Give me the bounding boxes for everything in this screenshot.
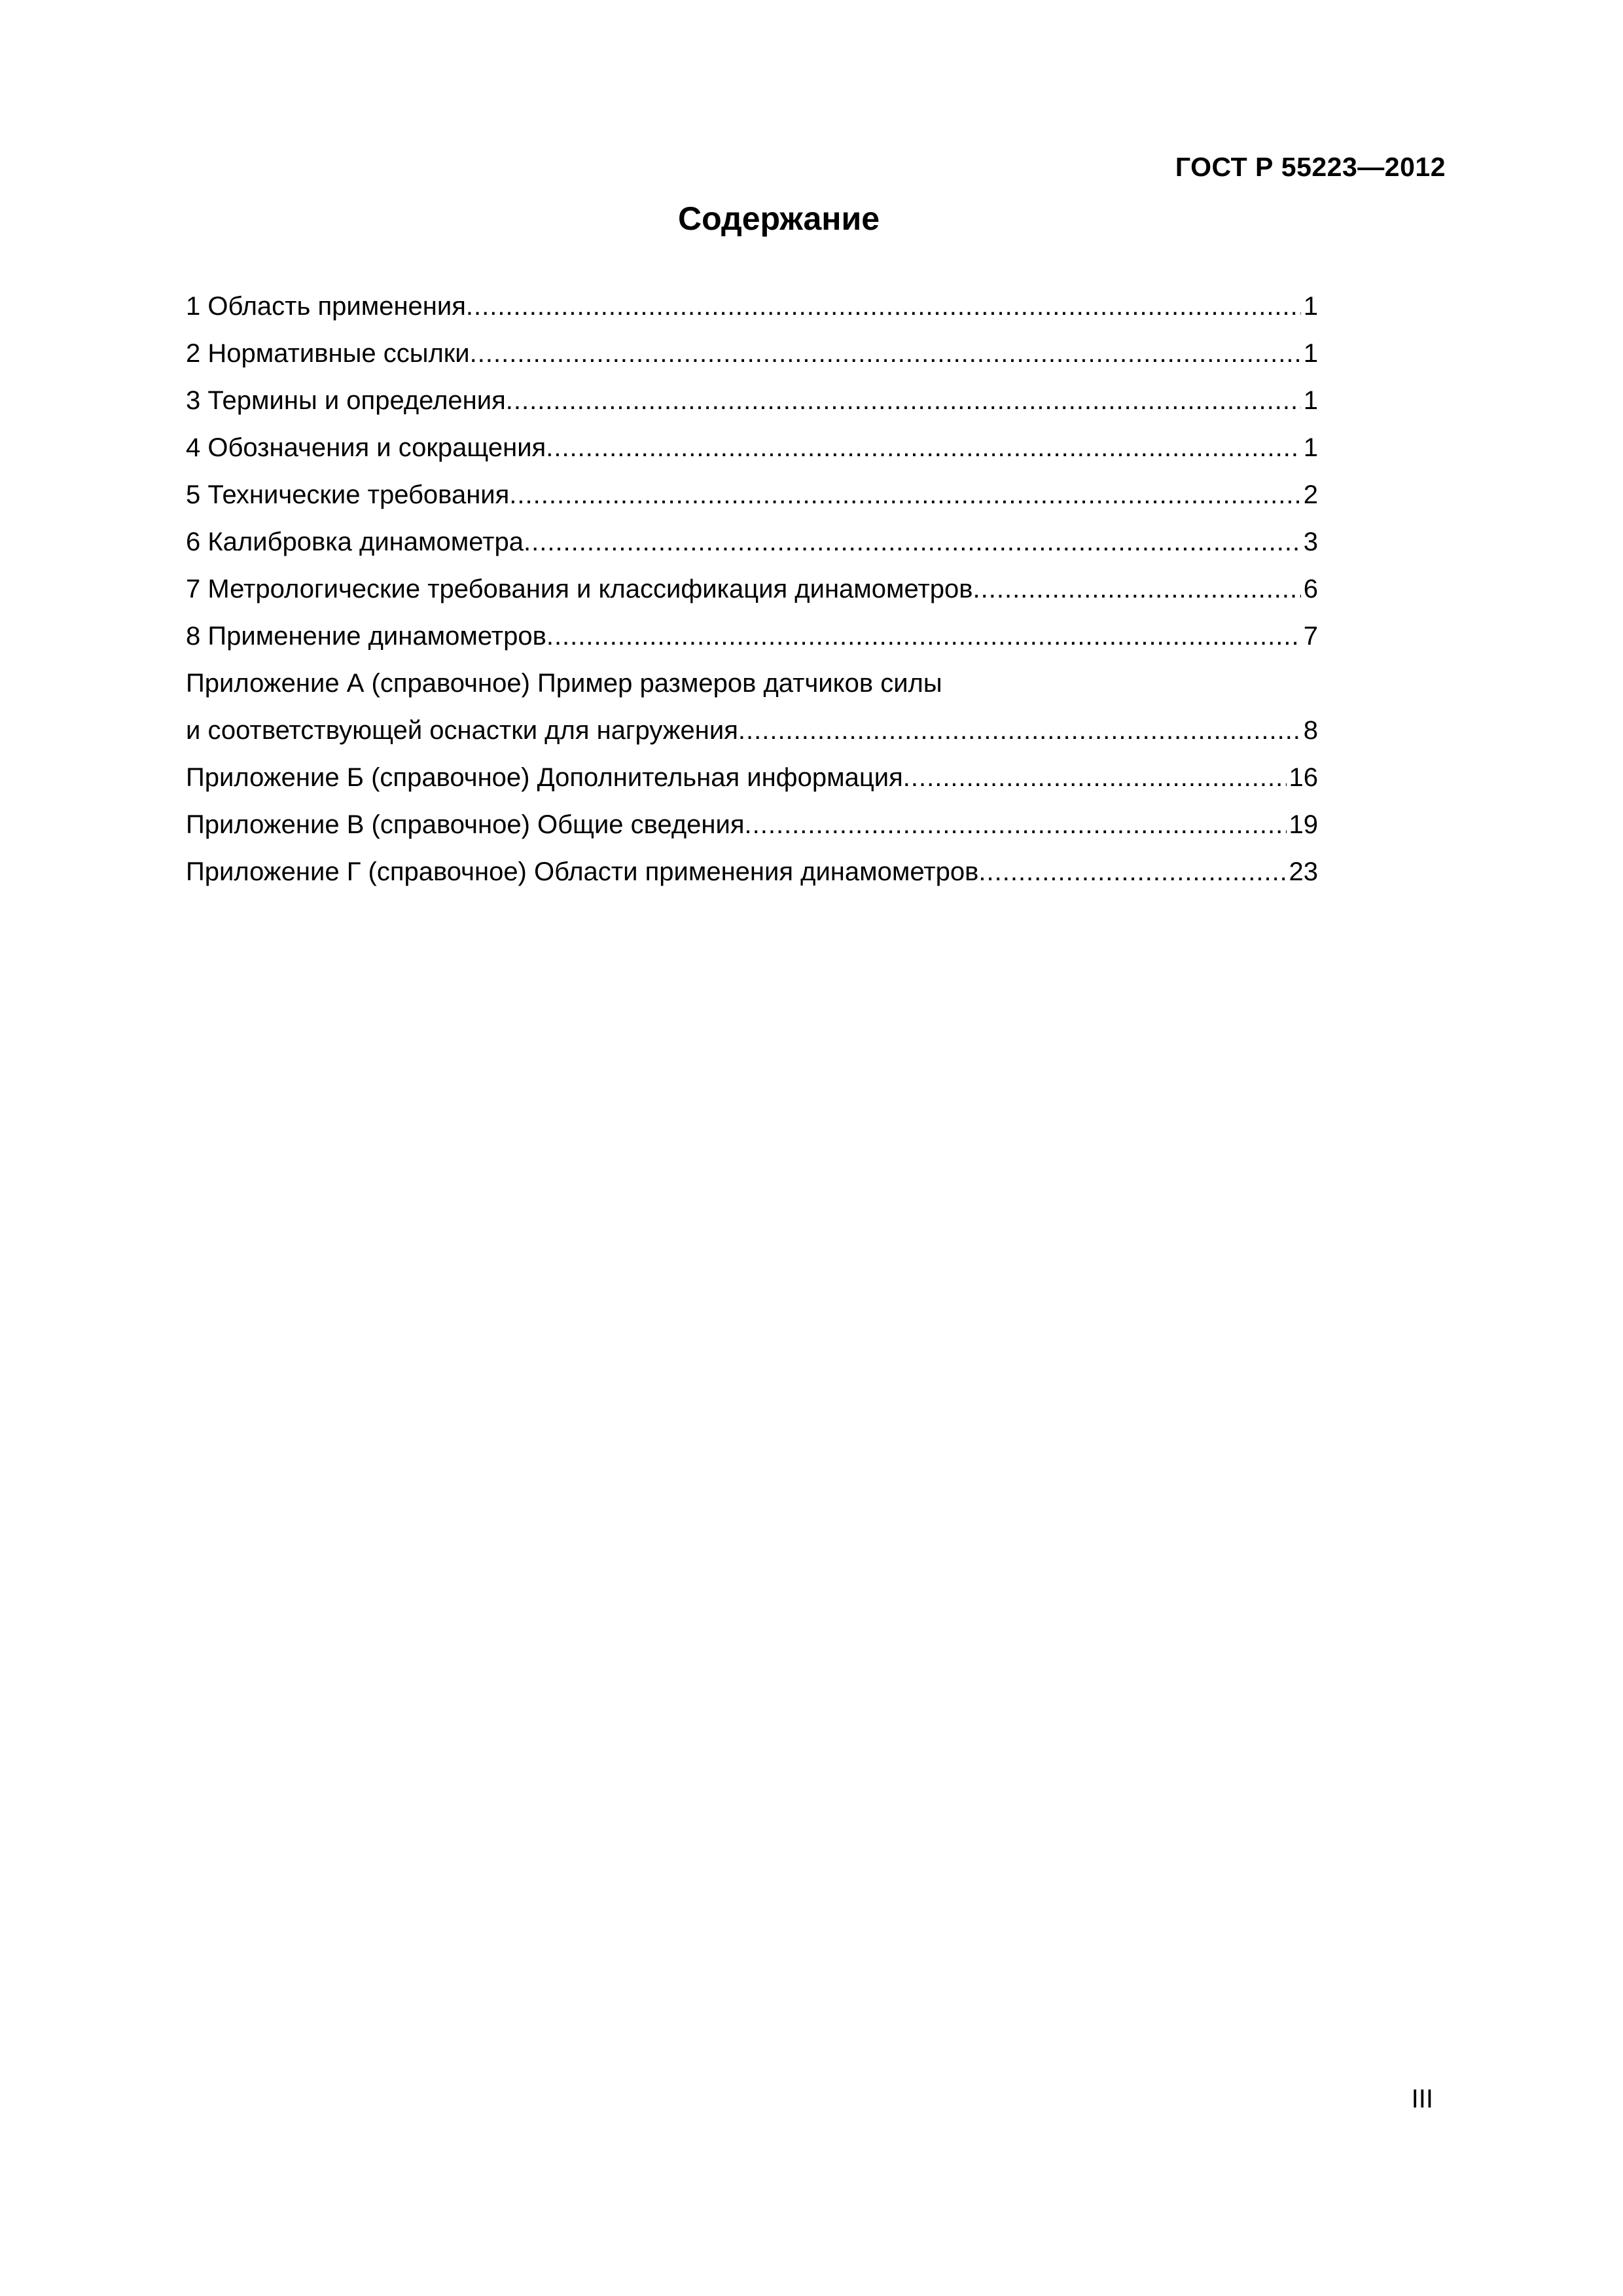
- toc-entry-page: 2: [1303, 480, 1318, 509]
- toc-entry-label: Приложение А (справочное) Пример размеров датчиков силы: [186, 669, 942, 698]
- toc-dot-leader: [546, 613, 1301, 660]
- toc-dot-leader: [745, 801, 1287, 848]
- toc-dot-leader: [973, 565, 1301, 613]
- toc-entry-label: 6 Калибровка динамометра: [186, 528, 524, 556]
- toc-entry-page: 8: [1303, 716, 1318, 745]
- toc-entry[interactable]: [186, 613, 1318, 660]
- toc-entry-label: 4 Обозначения и сокращения: [186, 433, 546, 462]
- toc-entry-page: 1: [1303, 339, 1318, 368]
- toc-entry-page: 7: [1303, 622, 1318, 651]
- table-of-contents: [186, 283, 1318, 895]
- toc-entry-page: 23: [1289, 857, 1318, 886]
- toc-dot-leader: [506, 377, 1301, 424]
- toc-dot-leader: [903, 754, 1287, 801]
- toc-entry[interactable]: [186, 330, 1318, 377]
- toc-dot-leader: [470, 330, 1301, 377]
- toc-entry-continued[interactable]: [186, 660, 1318, 707]
- toc-entry-page: 1: [1303, 433, 1318, 462]
- toc-entry[interactable]: [186, 801, 1318, 848]
- toc-entry-label: Приложение Б (справочное) Дополнительная информация: [186, 763, 903, 792]
- toc-entry-label: 3 Термины и определения: [186, 386, 506, 415]
- toc-entry-label: 2 Нормативные ссылки: [186, 339, 470, 368]
- toc-entry[interactable]: [186, 424, 1318, 471]
- toc-dot-leader: [738, 707, 1301, 754]
- toc-dot-leader: [546, 424, 1301, 471]
- toc-entry-page: 1: [1303, 292, 1318, 321]
- toc-entry-label: 5 Технические требования: [186, 480, 510, 509]
- toc-entry-label: и соответствующей оснастки для нагружения: [186, 716, 738, 745]
- toc-entry[interactable]: [186, 471, 1318, 518]
- toc-entry-page: 3: [1303, 528, 1318, 556]
- toc-entry-page: 16: [1289, 763, 1318, 792]
- toc-dot-leader: [466, 283, 1301, 330]
- toc-dot-leader: [978, 848, 1286, 895]
- toc-entry-label: Приложение В (справочное) Общие сведения: [186, 810, 745, 839]
- document-code: ГОСТ Р 55223—2012: [1175, 152, 1446, 182]
- toc-entry[interactable]: [186, 754, 1318, 801]
- toc-entry-page: 1: [1303, 386, 1318, 415]
- toc-entry-label: 8 Применение динамометров: [186, 622, 546, 651]
- toc-entry[interactable]: [186, 707, 1318, 754]
- toc-entry-page: 19: [1289, 810, 1318, 839]
- toc-entry[interactable]: [186, 377, 1318, 424]
- toc-entry[interactable]: [186, 518, 1318, 565]
- toc-dot-leader: [524, 518, 1301, 565]
- toc-entry-page: 6: [1303, 575, 1318, 603]
- toc-entry-label: Приложение Г (справочное) Области применения динамометров: [186, 857, 979, 886]
- toc-entry-label: 7 Метрологические требования и классификация динамометров: [186, 575, 973, 603]
- toc-dot-leader: [509, 471, 1300, 518]
- toc-title: Содержание: [677, 200, 880, 237]
- toc-entry[interactable]: [186, 848, 1318, 895]
- page-number: III: [1411, 2085, 1433, 2113]
- toc-entry-label: 1 Область применения: [186, 292, 466, 321]
- toc-entry[interactable]: [186, 283, 1318, 330]
- toc-entry[interactable]: [186, 565, 1318, 613]
